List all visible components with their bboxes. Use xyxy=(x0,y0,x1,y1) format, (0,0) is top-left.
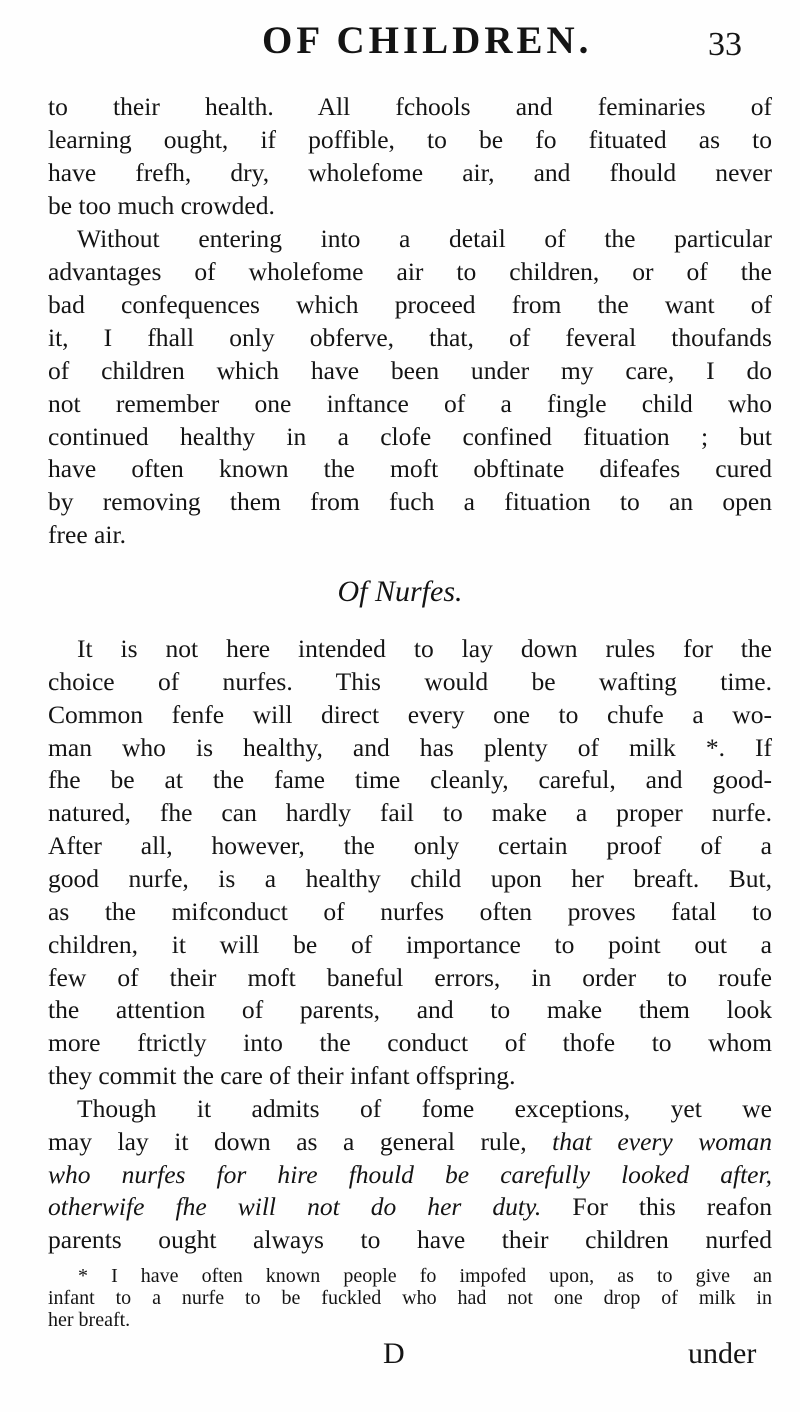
text-line: Common fenfe will direct every one to chufe a wo- xyxy=(48,699,772,729)
running-head xyxy=(0,18,800,68)
text-line: choice of nurfes. This would be wafting time. xyxy=(48,666,772,696)
signature-mark: D xyxy=(383,1337,405,1370)
text-line: more ftrictly into the conduct of thofe to whom xyxy=(48,1028,772,1058)
text-line: have often known the moft obftinate difeafes cured xyxy=(48,454,772,484)
text-line: children, it will be of importance to point out a xyxy=(48,929,772,959)
page-number: 33 xyxy=(708,26,742,63)
text-line: the attention of parents, and to make them look xyxy=(48,995,772,1025)
text-line: Without entering into a detail of the particular xyxy=(77,224,772,254)
text-line: free air. xyxy=(48,520,126,550)
text-run: may lay it down as a general rule, xyxy=(48,1126,553,1156)
running-title: OF CHILDREN. xyxy=(262,19,593,62)
footnote-line: infant to a nurfe to be fuckled who had not one drop of milk in xyxy=(48,1287,772,1310)
text-line: good nurfe, is a healthy child upon her breaft. But, xyxy=(48,864,772,894)
text-line: continued healthy in a clofe confined fituation ; but xyxy=(48,421,772,451)
text-line: After all, however, the only certain proof of a xyxy=(48,831,772,861)
text-line: as the mifconduct of nurfes often proves fatal to xyxy=(48,896,772,926)
text-line: Though it admits of fome exceptions, yet we xyxy=(77,1093,772,1123)
catchword: under xyxy=(688,1337,757,1370)
text-line xyxy=(48,1157,772,1193)
text-line: few of their moft baneful errors, in order to roufe xyxy=(48,962,772,992)
text-line: it, I fhall only obferve, that, of feveral thoufands xyxy=(48,322,772,352)
text-line: fhe be at the fame time cleanly, careful, and good- xyxy=(48,765,772,795)
text-line: of children which have been under my care, I do xyxy=(48,355,772,385)
text-run: parents ought always to have their children nurfed xyxy=(48,1225,772,1255)
text-line: bad confequences which proceed from the want of xyxy=(48,290,772,320)
text-line: by removing them from fuch a fituation to an open xyxy=(48,487,772,517)
text-line: be too much crowded. xyxy=(48,190,275,220)
text-line: not remember one inftance of a fingle child who xyxy=(48,388,772,418)
emphasis-text: who nurfes for hire fhould be carefully looked after, xyxy=(48,1159,772,1189)
text-line: man who is healthy, and has plenty of milk *. If xyxy=(48,732,772,762)
text-line: they commit the care of their infant offspring. xyxy=(48,1061,516,1091)
text-line: natured, fhe can hardly fail to make a proper nurfe. xyxy=(48,798,772,828)
text-line xyxy=(48,1189,772,1225)
text-line xyxy=(48,1222,772,1258)
text-line: It is not here intended to lay down rules for the xyxy=(77,634,772,664)
emphasis-text: otherwife fhe will not do her duty. xyxy=(48,1192,542,1222)
text-run: For this reafon xyxy=(541,1192,773,1222)
text-line: learning ought, if poffible, to be fo fituated as to xyxy=(48,124,772,154)
emphasis-text: that every woman xyxy=(552,1126,772,1156)
text-line: have frefh, dry, wholefome air, and fhould never xyxy=(48,157,772,187)
text-line xyxy=(48,1124,772,1160)
text-line: to their health. All fchools and feminaries of xyxy=(48,92,772,122)
text-line: advantages of wholefome air to children, or of the xyxy=(48,257,772,287)
footnote-line: her breaft. xyxy=(48,1309,131,1332)
footnote-line: * I have often known people fo impofed upon, as to give an xyxy=(78,1265,772,1288)
section-heading: Of Nurfes. xyxy=(337,574,463,608)
